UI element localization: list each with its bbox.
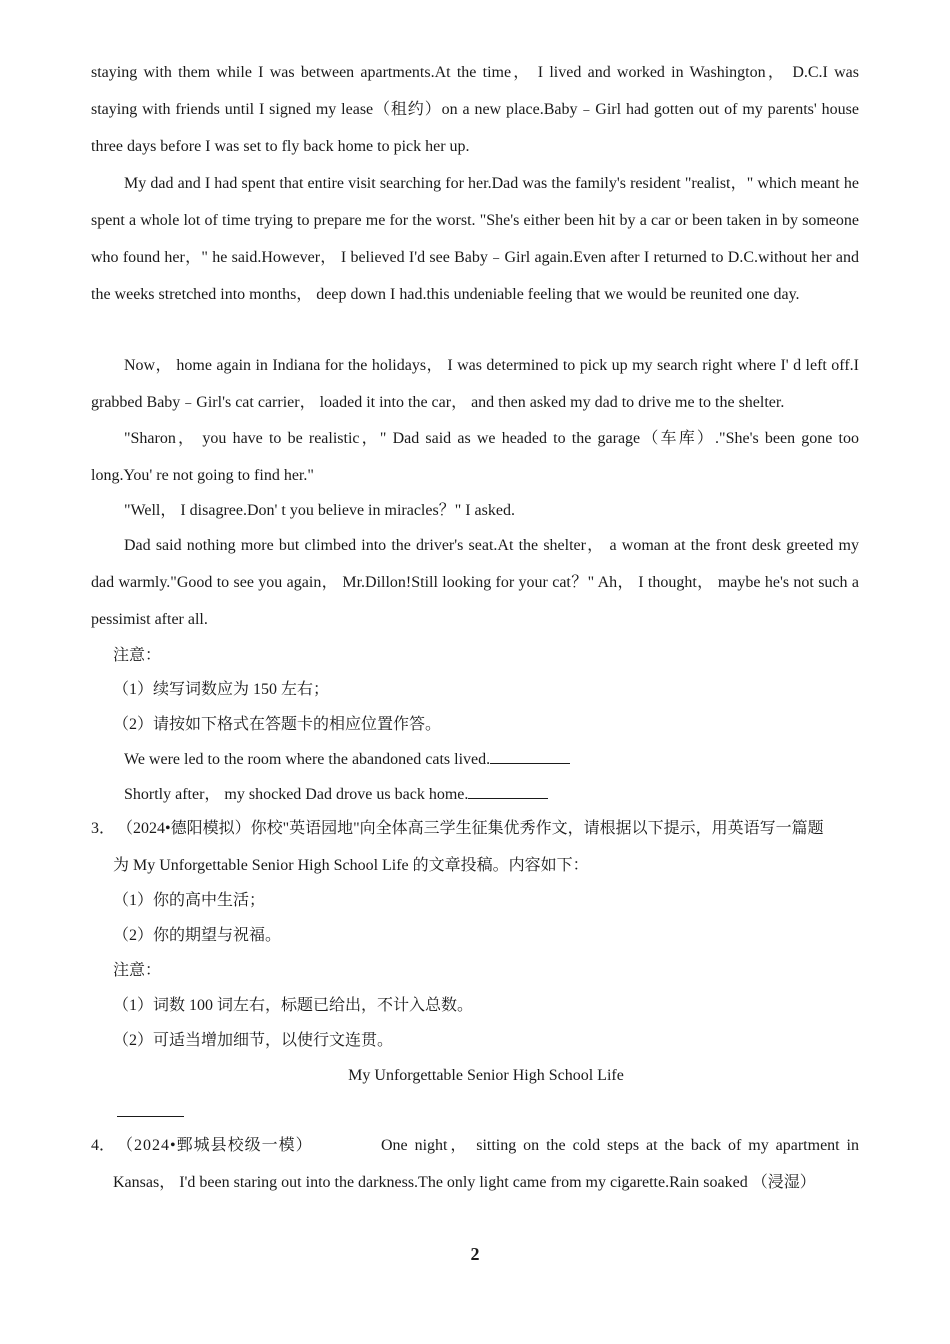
question-3-notes-label: 注意： — [113, 962, 162, 979]
story-passage-cont-3 — [91, 492, 859, 529]
question-4-number: 4． — [91, 1137, 116, 1154]
story-passage-cont-2 — [91, 420, 859, 494]
continuation-start-1 — [124, 749, 570, 770]
notes-label: 注意： — [113, 647, 162, 664]
story-paragraph-4: "Sharon， you have to be realistic，" Dad said as we headed to the garage（车库）."She's been gone too long.You' re not going to find her." — [91, 430, 859, 484]
note-format: （2）请按如下格式在答题卡的相应位置作答。 — [113, 716, 442, 733]
question-3-prompt-line-1: （2024•德阳模拟）你校"英语园地"向全体高三学生征集优秀作文，请根据以下提示，用英语写一篇题 — [117, 820, 824, 837]
continuation-start-1-text: We were led to the room where the abandoned cats lived. — [124, 751, 491, 768]
question-3-note-1: （1）词数 100 词左右，标题已给出，不计入总数。 — [113, 997, 474, 1014]
story-paragraph-5: "Well， I disagree.Don' t you believe in miracles？" I asked. — [124, 502, 515, 519]
question-4-source: （2024•鄄城县校级一模） — [117, 1137, 313, 1154]
question-3-note-2: （2）可适当增加细节，以使行文连贯。 — [113, 1032, 394, 1049]
note-word-count: （1）续写词数应为 150 左右； — [113, 681, 330, 698]
question-3-prompt-line-2: 为 My Unforgettable Senior High School Life 的文章投稿。内容如下： — [113, 857, 589, 874]
story-passage-cont — [91, 347, 859, 421]
essay-answer-line[interactable] — [117, 1116, 184, 1117]
question-3-number: 3． — [91, 820, 116, 837]
essay-title: My Unforgettable Senior High School Life — [348, 1067, 624, 1084]
story-passage — [91, 54, 859, 313]
answer-blank-1[interactable] — [490, 749, 570, 764]
question-3-content-1: （1）你的高中生活； — [113, 892, 266, 909]
page-number: 2 — [470, 1244, 480, 1264]
answer-blank-2[interactable] — [468, 784, 548, 799]
question-4-text-line-2: Kansas， I'd been staring out into the darkness.The only light came from my cigarette.Rain soaked （浸湿） — [113, 1174, 816, 1191]
story-paragraph-3: Now， home again in Indiana for the holidays， I was determined to pick up my search right where I' d left off.I grabbed Baby﹣Girl's cat carrier， loaded it into the car， and then asked my dad to drive me to the shelter. — [91, 357, 859, 411]
story-paragraph-1: staying with them while I was between apartments.At the time， I lived and worked in Washington， D.C.I was staying with friends until I signed my lease（租约）on a new place.Baby﹣Girl had gotten out of my parents' house three days before I was set to fly back home to pick her up. — [91, 64, 860, 155]
story-paragraph-2: My dad and I had spent that entire visit searching for her.Dad was the family's resident "realist，" which meant he spent a whole lot of time trying to prepare me for the worst. "She's either been hit by a car or been taken in by someone who found her，" he said.However， I believed I'd see Baby﹣Girl again.Even after I returned to D.C.without her and the weeks stretched into months， deep down I had.this undeniable feeling that we would be reunited one day. — [91, 175, 859, 303]
story-paragraph-6: Dad said nothing more but climbed into the driver's seat.At the shelter， a woman at the front desk greeted my dad warmly."Good to see you again， Mr.Dillon!Still looking for your cat？" Ah， I thought， maybe he's not such a pessimist after all. — [91, 537, 859, 628]
question-3-content-2: （2）你的期望与祝福。 — [113, 927, 282, 944]
continuation-start-2-text: Shortly after， my shocked Dad drove us back home. — [124, 786, 469, 803]
story-passage-cont-4 — [91, 527, 859, 638]
continuation-start-2 — [124, 784, 548, 805]
question-4-text-line-1: One night， sitting on the cold steps at the back of my apartment in — [381, 1137, 859, 1154]
